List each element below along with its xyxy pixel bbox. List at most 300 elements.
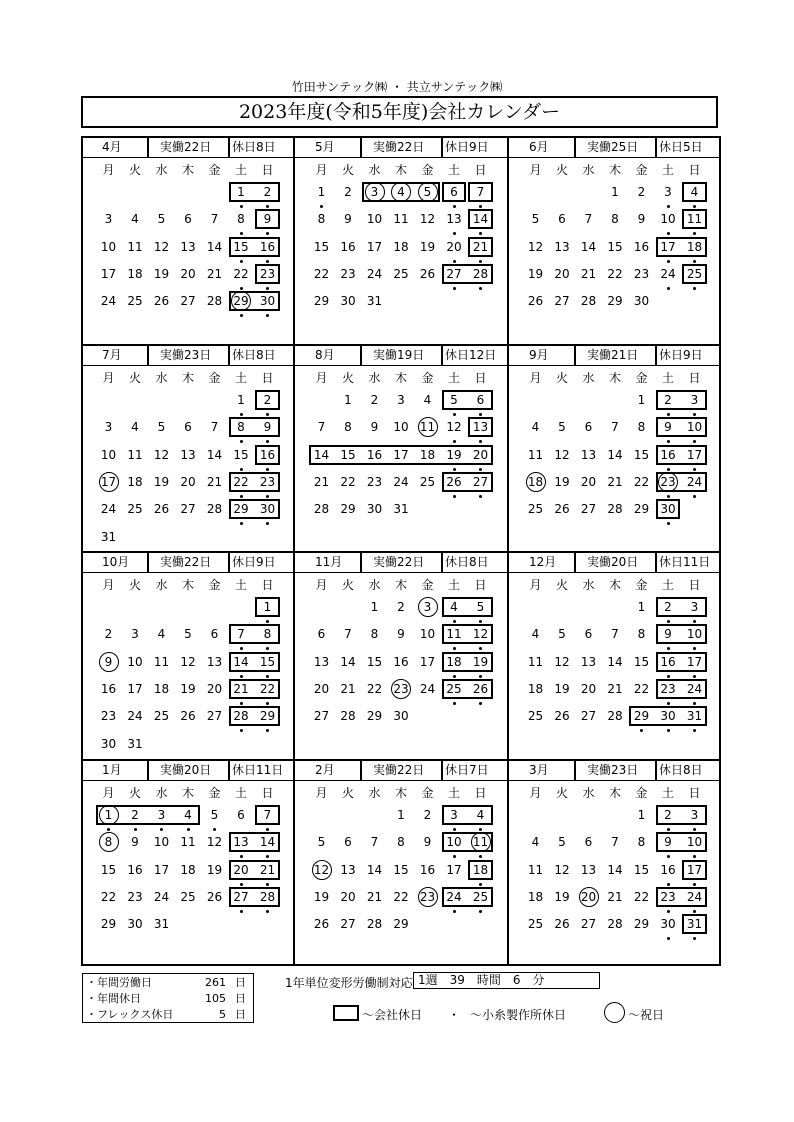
day-cell: 13 (472, 420, 489, 435)
factory-holiday-dot (693, 702, 696, 705)
day-cell: 28 (206, 294, 223, 309)
weekday-heading: 木 (394, 786, 407, 800)
day-cell: 30 (100, 736, 117, 751)
month-block (82, 345, 294, 551)
factory-holiday-dot (667, 702, 670, 705)
holidays-count: 休日9日 (659, 348, 703, 362)
header-divider (360, 760, 362, 780)
weekday-heading: 月 (102, 163, 115, 177)
header-divider (441, 760, 443, 780)
header-divider (228, 760, 230, 780)
month-header (82, 137, 294, 158)
day-cell: 9 (664, 420, 672, 435)
workdays-count: 実働19日 (373, 348, 425, 362)
day-cell: 29 (259, 709, 276, 724)
day-cell: 1 (237, 185, 245, 199)
day-cell: 30 (127, 917, 143, 932)
factory-holiday-dot (667, 495, 670, 498)
day-cell: 15 (233, 447, 249, 462)
day-cell: 10 (366, 212, 383, 227)
factory-holiday-dot (453, 675, 456, 678)
day-cell: 23 (127, 889, 143, 904)
month-header (509, 552, 721, 573)
day-cell: 20 (340, 889, 356, 904)
day-cell: 24 (686, 889, 703, 904)
day-cell: 3 (664, 185, 672, 199)
month-label: 8月 (315, 348, 335, 362)
day-cell: 23 (660, 681, 676, 696)
factory-holiday-dot (266, 314, 269, 317)
factory-holiday-dot (667, 729, 670, 732)
summary-unit: 日 (235, 976, 246, 989)
weekday-heading: 月 (102, 371, 115, 385)
day-cell: 3 (370, 185, 379, 199)
day-cell: 15 (366, 654, 383, 669)
day-cell: 7 (344, 627, 352, 642)
weekday-heading: 水 (155, 786, 168, 800)
day-cell: 16 (100, 681, 117, 696)
header-divider (147, 760, 149, 780)
day-cell: 6 (237, 808, 245, 822)
day-cell: 8 (637, 420, 646, 435)
legend-box-icon (333, 1005, 359, 1021)
weekday-heading: 木 (608, 163, 621, 177)
day-cell: 19 (153, 474, 170, 489)
weekday-heading: 日 (474, 786, 487, 800)
month-block (509, 760, 721, 966)
day-cell: 23 (660, 474, 676, 489)
day-cell: 21 (340, 681, 356, 696)
day-cell: 17 (127, 681, 143, 696)
day-cell: 13 (313, 654, 330, 669)
day-cell: 4 (397, 185, 405, 199)
day-cell: 22 (633, 474, 650, 489)
day-cell: 31 (127, 736, 143, 751)
factory-holiday-dot (693, 495, 696, 498)
day-cell: 16 (366, 447, 383, 462)
day-cell: 1 (637, 600, 646, 614)
day-cell: 22 (233, 266, 249, 281)
weekday-heading: 日 (261, 371, 274, 385)
day-cell: 11 (180, 835, 196, 850)
day-cell: 12 (419, 212, 436, 227)
day-cell: 6 (558, 212, 566, 227)
day-cell: 8 (370, 627, 379, 642)
legend-dot-icon: ・ (448, 1008, 461, 1022)
day-cell: 19 (206, 862, 223, 877)
factory-holiday-dot (693, 910, 696, 913)
day-cell: 30 (633, 294, 650, 309)
day-cell: 14 (340, 654, 356, 669)
day-cell: 27 (340, 917, 356, 932)
day-cell: 22 (233, 474, 249, 489)
factory-holiday-dot (134, 828, 137, 831)
day-cell: 5 (450, 393, 458, 407)
day-cell: 26 (554, 502, 570, 517)
day-cell: 7 (370, 835, 379, 850)
month-header (295, 760, 507, 781)
factory-holiday-dot (266, 260, 269, 263)
day-cell: 16 (633, 239, 650, 254)
summary-value: 261 (205, 976, 226, 989)
day-cell: 20 (313, 681, 330, 696)
weekday-heading: 水 (155, 578, 168, 592)
weekday-heading: 水 (368, 578, 381, 592)
day-cell: 1 (263, 600, 272, 614)
header-divider (441, 345, 443, 365)
day-cell: 18 (446, 654, 462, 669)
factory-holiday-dot (693, 287, 696, 290)
workdays-count: 実働25日 (587, 140, 639, 154)
day-cell: 12 (153, 447, 170, 462)
weekday-heading: 金 (208, 163, 221, 177)
summary-label: ・年間休日 (86, 992, 141, 1005)
day-cell: 25 (127, 294, 143, 309)
day-cell: 11 (446, 627, 462, 642)
day-cell: 28 (313, 502, 330, 517)
weekday-heading: 金 (635, 578, 648, 592)
day-cell: 3 (690, 393, 699, 407)
weekday-heading: 火 (128, 578, 141, 592)
day-cell: 11 (127, 447, 143, 462)
day-cell: 19 (313, 889, 330, 904)
weekday-heading: 月 (102, 786, 115, 800)
weekday-heading: 月 (315, 163, 328, 177)
day-cell: 4 (131, 212, 139, 227)
day-cell: 21 (259, 862, 276, 877)
month-label: 4月 (102, 140, 122, 154)
day-cell: 19 (472, 654, 489, 669)
weekday-heading: 月 (529, 371, 542, 385)
factory-holiday-dot (266, 620, 269, 623)
day-cell: 9 (131, 835, 139, 850)
factory-holiday-dot (479, 205, 482, 208)
factory-holiday-dot (693, 883, 696, 886)
factory-holiday-dot (453, 647, 456, 650)
factory-holiday-dot (667, 828, 670, 831)
day-cell: 19 (527, 266, 544, 281)
day-cell: 8 (237, 212, 245, 227)
day-cell: 3 (690, 808, 699, 822)
workdays-count: 実働23日 (587, 763, 639, 777)
month-label: 12月 (529, 555, 557, 569)
day-cell: 7 (476, 185, 485, 199)
day-cell: 17 (366, 239, 383, 254)
day-cell: 27 (233, 889, 249, 904)
day-cell: 9 (370, 420, 379, 435)
day-cell: 13 (554, 239, 570, 254)
factory-holiday-dot (693, 232, 696, 235)
weekday-heading: 土 (447, 371, 460, 385)
factory-holiday-dot (266, 205, 269, 208)
day-cell: 18 (686, 239, 703, 254)
day-cell: 5 (558, 835, 566, 850)
day-cell: 4 (131, 420, 139, 435)
weekday-heading: 日 (474, 163, 487, 177)
day-cell: 6 (584, 420, 593, 435)
summary-row-holidays (86, 991, 252, 1006)
day-cell: 30 (366, 502, 383, 517)
day-cell: 22 (100, 889, 117, 904)
day-cell: 5 (210, 808, 219, 822)
day-cell: 2 (664, 600, 672, 614)
factory-holiday-dot (266, 413, 269, 416)
factory-holiday-dot (667, 232, 670, 235)
factory-holiday-dot (453, 828, 456, 831)
day-cell: 28 (607, 502, 623, 517)
day-cell: 18 (127, 474, 143, 489)
day-cell: 30 (340, 294, 356, 309)
day-cell: 26 (153, 502, 170, 517)
month-block (295, 345, 507, 551)
day-cell: 10 (660, 212, 676, 227)
weekday-heading: 金 (421, 578, 434, 592)
holidays-count: 休日7日 (445, 763, 489, 777)
weekday-heading: 月 (529, 163, 542, 177)
factory-holiday-dot (667, 910, 670, 913)
factory-holiday-dot (453, 287, 456, 290)
summary-row-flex (86, 1007, 252, 1022)
factory-holiday-dot (240, 260, 243, 263)
day-cell: 9 (344, 212, 352, 227)
day-cell: 5 (558, 627, 566, 642)
weekday-heading: 日 (261, 786, 274, 800)
factory-holiday-dot (479, 828, 482, 831)
factory-holiday-dot (187, 828, 190, 831)
day-cell: 9 (423, 835, 432, 850)
day-cell: 9 (263, 212, 272, 227)
day-cell: 31 (686, 917, 703, 932)
weekday-heading: 日 (688, 163, 701, 177)
day-cell: 11 (527, 862, 544, 877)
day-cell: 19 (554, 681, 570, 696)
day-cell: 22 (607, 266, 623, 281)
day-cell: 29 (100, 917, 117, 932)
summary-label: ・フレックス休日 (86, 1008, 174, 1021)
day-cell: 13 (206, 654, 223, 669)
day-cell: 20 (446, 239, 462, 254)
weekday-heading: 金 (421, 786, 434, 800)
day-cell: 13 (180, 239, 196, 254)
factory-holiday-dot (667, 620, 670, 623)
weekday-heading: 月 (102, 578, 115, 592)
day-cell: 28 (607, 709, 623, 724)
day-cell: 24 (393, 474, 409, 489)
holidays-count: 休日9日 (232, 555, 276, 569)
factory-holiday-dot (453, 260, 456, 263)
weekday-heading: 土 (661, 163, 674, 177)
day-cell: 16 (660, 654, 676, 669)
weekday-heading: 金 (208, 786, 221, 800)
day-cell: 25 (153, 709, 170, 724)
day-cell: 12 (206, 835, 223, 850)
day-cell: 20 (180, 266, 196, 281)
weekday-heading: 土 (661, 786, 674, 800)
day-cell: 17 (153, 862, 170, 877)
day-cell: 26 (554, 709, 570, 724)
day-cell: 31 (366, 294, 383, 309)
day-cell: 29 (233, 294, 249, 309)
day-cell: 1 (370, 600, 379, 614)
weekday-heading: 木 (181, 371, 194, 385)
day-cell: 15 (313, 239, 330, 254)
workdays-count: 実働22日 (160, 140, 212, 154)
day-cell: 16 (127, 862, 143, 877)
day-cell: 18 (393, 239, 409, 254)
factory-holiday-dot (266, 910, 269, 913)
day-cell: 2 (131, 808, 139, 822)
day-cell: 29 (313, 294, 330, 309)
day-cell: 18 (153, 681, 170, 696)
holidays-count: 休日8日 (232, 140, 276, 154)
day-cell: 17 (686, 447, 703, 462)
weekday-heading: 木 (608, 371, 621, 385)
day-cell: 16 (660, 862, 676, 877)
factory-holiday-dot (240, 647, 243, 650)
day-cell: 24 (686, 681, 703, 696)
weekday-heading: 金 (208, 371, 221, 385)
day-cell: 14 (580, 239, 597, 254)
day-cell: 28 (472, 266, 489, 281)
day-cell: 10 (100, 239, 117, 254)
weekday-heading: 日 (688, 578, 701, 592)
month-block (82, 760, 294, 966)
month-block (82, 552, 294, 758)
holidays-count: 休日11日 (232, 763, 284, 777)
header-divider (147, 552, 149, 572)
day-cell: 20 (180, 474, 196, 489)
variable-work-label: 1年単位変形労働制対応 (285, 976, 413, 990)
day-cell: 27 (554, 294, 570, 309)
weekday-heading: 金 (208, 578, 221, 592)
day-cell: 17 (446, 862, 462, 877)
day-cell: 27 (580, 917, 597, 932)
day-cell: 1 (397, 808, 405, 822)
factory-holiday-dot (266, 675, 269, 678)
day-cell: 25 (393, 266, 409, 281)
day-cell: 1 (637, 808, 646, 822)
day-cell: 22 (313, 266, 330, 281)
day-cell: 14 (313, 447, 330, 462)
day-cell: 22 (633, 681, 650, 696)
factory-holiday-dot (479, 260, 482, 263)
factory-holiday-dot (240, 205, 243, 208)
day-cell: 8 (104, 835, 113, 850)
day-cell: 31 (100, 529, 117, 544)
factory-holiday-dot (240, 468, 243, 471)
day-cell: 27 (206, 709, 223, 724)
day-cell: 10 (419, 627, 436, 642)
day-cell: 2 (664, 808, 672, 822)
weekday-heading: 金 (635, 371, 648, 385)
day-cell: 13 (580, 447, 597, 462)
weekday-heading: 日 (261, 578, 274, 592)
day-cell: 6 (450, 185, 458, 199)
month-block (295, 552, 507, 758)
day-cell: 25 (472, 889, 489, 904)
day-cell: 14 (259, 835, 276, 850)
workdays-count: 実働22日 (373, 555, 425, 569)
factory-holiday-dot (240, 702, 243, 705)
factory-holiday-dot (240, 729, 243, 732)
factory-holiday-dot (479, 883, 482, 886)
day-cell: 3 (423, 600, 432, 614)
day-cell: 24 (153, 889, 170, 904)
day-cell: 18 (527, 889, 544, 904)
day-cell: 11 (127, 239, 143, 254)
day-cell: 30 (259, 502, 276, 517)
factory-holiday-dot (479, 855, 482, 858)
day-cell: 7 (210, 420, 219, 435)
day-cell: 13 (233, 835, 249, 850)
weekday-heading: 土 (447, 578, 460, 592)
day-cell: 27 (313, 709, 330, 724)
month-block (509, 552, 721, 758)
weekday-heading: 金 (635, 163, 648, 177)
header-divider (574, 137, 576, 157)
day-cell: 27 (580, 502, 597, 517)
day-cell: 31 (686, 709, 703, 724)
day-cell: 1 (317, 185, 326, 199)
header-divider (574, 345, 576, 365)
day-cell: 15 (607, 239, 623, 254)
day-cell: 21 (366, 889, 383, 904)
legend-national-holiday: ～祝日 (628, 1008, 665, 1022)
factory-holiday-dot (479, 232, 482, 235)
weekday-heading: 月 (315, 786, 328, 800)
weekday-heading: 火 (128, 163, 141, 177)
day-cell: 14 (233, 654, 249, 669)
weekday-heading: 土 (447, 786, 460, 800)
day-cell: 1 (104, 808, 113, 822)
day-cell: 19 (554, 474, 570, 489)
day-cell: 25 (446, 681, 462, 696)
day-cell: 7 (611, 835, 619, 850)
day-cell: 5 (157, 212, 166, 227)
day-cell: 26 (419, 266, 436, 281)
day-cell: 13 (180, 447, 196, 462)
day-cell: 10 (446, 835, 462, 850)
month-label: 11月 (315, 555, 343, 569)
day-cell: 15 (340, 447, 356, 462)
month-label: 6月 (529, 140, 549, 154)
header-divider (228, 552, 230, 572)
day-cell: 28 (366, 917, 383, 932)
day-cell: 22 (393, 889, 409, 904)
weekday-heading: 水 (582, 786, 595, 800)
day-cell: 19 (180, 681, 196, 696)
summary-row-workdays (86, 975, 252, 990)
day-cell: 12 (554, 447, 570, 462)
weekday-heading: 木 (394, 578, 407, 592)
day-cell: 2 (664, 393, 672, 407)
factory-holiday-dot (453, 232, 456, 235)
day-cell: 16 (419, 862, 436, 877)
day-cell: 27 (580, 709, 597, 724)
summary-value: 105 (205, 992, 226, 1005)
day-cell: 20 (580, 681, 597, 696)
day-cell: 7 (317, 420, 326, 435)
factory-holiday-dot (667, 675, 670, 678)
workdays-count: 実働22日 (373, 763, 425, 777)
factory-holiday-dot (479, 413, 482, 416)
day-cell: 11 (527, 447, 544, 462)
day-cell: 24 (660, 266, 676, 281)
day-cell: 23 (393, 681, 409, 696)
legend-factory-holiday: ～小糸製作所休日 (470, 1008, 567, 1022)
day-cell: 2 (263, 185, 272, 199)
day-cell: 26 (313, 917, 330, 932)
